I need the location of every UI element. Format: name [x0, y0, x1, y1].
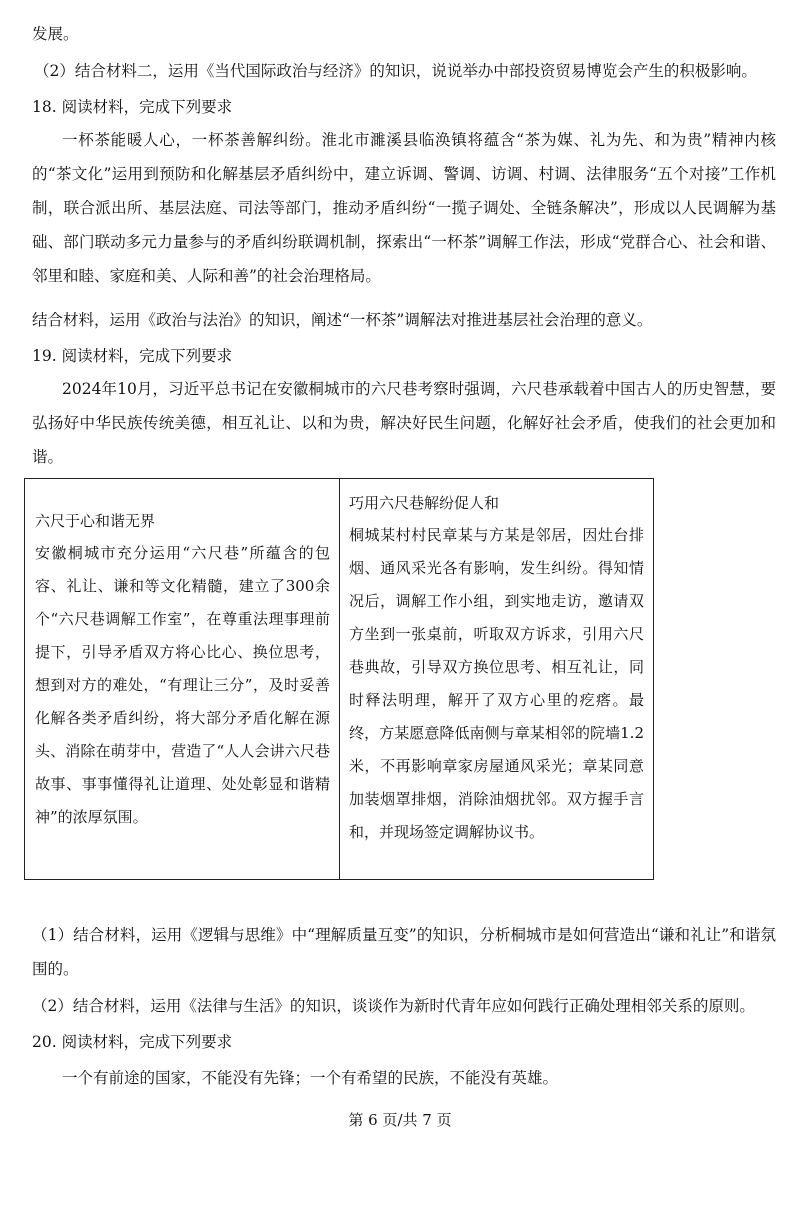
question-19-1: （1）结合材料，运用《逻辑与思维》中“理解质量互变”的知识，分析桐城市是如何营造出“谦和礼让”和谐氛围的。	[32, 926, 776, 978]
material-table	[24, 478, 654, 880]
right-cell-body: 桐城某村村民章某与方某是邻居，因灶台排烟、通风采光各有影响，发生纠纷。得知情况后，调解工作小组，到实地走访，邀请双方坐到一张桌前，听取双方诉求，引用六尺巷典故，引导双方换位思考、相互礼让，同时释法明理，解开了双方心里的疙瘩。最终，方某愿意降低南侧与章某相邻的院墙1.2米，不再影响章家房屋通风采光；章某同意加装烟罩排烟，消除油烟扰邻。双方握手言和，并现场签定调解协议书。	[349, 526, 644, 841]
question-18-task: 结合材料，运用《政治与法治》的知识，阐述“一杯茶”调解法对推进基层社会治理的意义。	[32, 311, 653, 329]
table-divider	[339, 479, 340, 879]
question-20-material: 一个有前途的国家，不能没有先锋；一个有希望的民族，不能没有英雄。	[62, 1069, 559, 1087]
question-19-title: 19. 阅读材料，完成下列要求	[32, 347, 233, 365]
question-18-title: 18. 阅读材料，完成下列要求	[32, 98, 233, 116]
question-17-2: （2）结合材料二，运用《当代国际政治与经济》的知识，说说举办中部投资贸易博览会产生的积极影响。	[34, 62, 757, 80]
question-19-material: 2024年10月，习近平总书记在安徽桐城市的六尺巷考察时强调，六尺巷承载着中国古人的历史智慧，要弘扬好中华民族传统美德，相互礼让、以和为贵，解决好民生问题，化解好社会矛盾，使我们的社会更加和谐。	[32, 380, 776, 466]
continued-text: 发展。	[32, 25, 79, 43]
right-cell-title: 巧用六尺巷解纷促人和	[349, 494, 500, 512]
question-19-2: （2）结合材料，运用《法律与生活》的知识，谈谈作为新时代青年应如何践行正确处理相邻关系的原则。	[32, 997, 755, 1015]
question-18-material: 一杯茶能暖人心，一杯茶善解纠纷。淮北市濉溪县临涣镇将蕴含“茶为媒、礼为先、和为贵”精神内核的“茶文化”运用到预防和化解基层矛盾纠纷中，建立诉调、警调、访调、村调、法律服务“五个对接”工作机制，联合派出所、基层法庭、司法等部门，推动矛盾纠纷“一揽子调处、全链条解决”，形成以人民调解为基础、部门联动多元力量参与的矛盾纠纷联调机制，探索出“一杯茶”调解工作法，形成“党群合心、社会和谐、邻里和睦、家庭和美、人际和善”的社会治理格局。	[32, 131, 776, 285]
page-footer: 第 6 页/共 7 页	[348, 1111, 452, 1129]
question-20-title: 20. 阅读材料，完成下列要求	[32, 1033, 233, 1051]
left-cell-body: 安徽桐城市充分运用“六尺巷”所蕴含的包容、礼让、谦和等文化精髓，建立了300余个“六尺巷调解工作室”，在尊重法理事理前提下，引导矛盾双方将心比心、换位思考，想到对方的难处，“有理让三分”，及时妥善化解各类矛盾纠纷，将大部分矛盾化解在源头、消除在萌芽中，营造了“人人会讲六尺巷故事、事事懂得礼让道理、处处彰显和谐精神”的浓厚氛围。	[35, 544, 330, 826]
left-cell-title: 六尺于心和谐无界	[35, 512, 156, 530]
